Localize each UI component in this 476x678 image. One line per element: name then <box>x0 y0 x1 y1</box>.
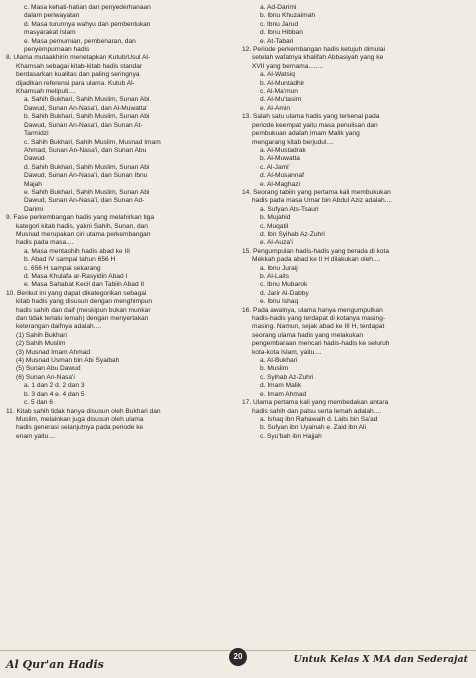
text-line: e. Sahih Bukhari, Sahih Muslim, Sunan Abi <box>24 188 150 196</box>
text-line: e. Al-Amin <box>260 104 291 112</box>
text-line: c. 5 dan 6 <box>24 399 53 407</box>
text-line: Khamsah sebagai kitab-kitab hadis standar <box>16 62 143 70</box>
text-line: d. Masa Khulafa ar-Rasyidin Abad I <box>24 273 128 280</box>
text-line: a. Ibnu Juraij <box>260 264 298 272</box>
text-line: 12. Periode perkembangan hadis ketujuh dimulai <box>242 46 385 54</box>
page-number: 20 <box>229 648 247 666</box>
text-line: c. Masa kehati-hatian dan penyederhanaan <box>24 4 151 11</box>
text-line: 16. Pada awalnya, ulama hanya mengumpulkan <box>242 306 383 314</box>
text-line: hadis pada masa.... <box>16 239 74 247</box>
text-line: (6) Sunan An-Nasa'i <box>16 373 75 381</box>
text-line: c. Muqatil <box>260 222 289 230</box>
text-line: c. Syihab Az-Zuhri <box>260 373 314 381</box>
text-line: Musnad merupakan ciri utama perkembangan <box>16 230 151 238</box>
text-line: e. Masa Sahabat Kecil dan Tabiin Abad II <box>24 281 145 289</box>
text-line: kota-kota Islam, yaitu.... <box>252 348 322 356</box>
text-line: hadis pada masa Umar bin Abdul Aziz adalah.... <box>252 197 393 205</box>
text-line: b. Sahih Bukhari, Sahih Muslim, Sunan Abi <box>24 113 150 121</box>
text-line: Darimi <box>24 205 44 213</box>
text-line: c. 656 H sampai sekarang <box>24 264 101 272</box>
text-line: dijadikan referensi para ulama. Kutub Al- <box>16 79 135 87</box>
text-line: hadis sahih dan daif (meskipun bukan munkar <box>16 306 151 314</box>
text-line: d. Masa turunnya wahyu dan pembentukan <box>24 20 151 28</box>
text-line: d. Sahih Bukhari, Sahih Muslim, Sunan Abi <box>24 163 150 171</box>
text-line: Dawud, Sunan An-Nasa'i, dan Sunan Ad- <box>24 197 145 205</box>
text-line: Dawud <box>24 155 45 163</box>
text-line: a. 1 dan 2 d. 2 dan 3 <box>24 382 85 390</box>
text-line: Tarmidzi <box>24 130 49 138</box>
text-line: e. At-Tabari <box>260 37 294 45</box>
right-column <box>242 4 472 441</box>
text-line: keterangan daifnya adalah.... <box>16 323 102 331</box>
text-line: masing. Namun, sejak abad ke III H, terdapat <box>252 323 385 331</box>
text-line: a. Masa mentashih hadis abad ke III <box>24 247 130 255</box>
text-line: (2) Sahih Muslim <box>16 340 66 348</box>
text-line: 10. Berikut ini yang dapat dikategorikan sebagai <box>6 289 147 297</box>
text-line: mengarang kitab berjudul.... <box>252 138 334 146</box>
text-line: b. 3 dan 4 e. 4 dan 5 <box>24 390 85 398</box>
text-line: 13. Salah satu ulama hadis yang terkenal pada <box>242 113 380 121</box>
text-line: d. Jarir Al-Dabby <box>260 289 309 297</box>
page-footer <box>0 648 476 678</box>
text-line: a. Sufyan Ats-Tsauri <box>260 205 319 213</box>
text-line: e. Al-Maghazi <box>260 180 300 188</box>
text-line: enam yaitu.... <box>16 432 56 440</box>
text-line: (1) Sahih Bukhari <box>16 331 67 339</box>
left-column <box>6 4 234 441</box>
text-line: d. Ibn Syihab Az-Zuhri <box>260 230 325 238</box>
text-line: Dawud, Sunan An-Nasa'i, dan Sunan At- <box>24 121 143 129</box>
text-line: 14. Seorang tabiin yang pertama kali membukukan <box>242 188 391 196</box>
text-line: Mekkah pada abad ke II H dilakukan oleh.... <box>252 256 381 264</box>
text-line: e. Imam Ahmad <box>260 390 307 398</box>
class-label: Untuk Kelas X MA dan Sederajat <box>293 654 468 665</box>
text-line: b. Al-Muntadhir <box>260 79 305 87</box>
text-line: periode keempat yaitu masa penulisan dan <box>252 121 378 129</box>
text-line: berdasarkan kualitas dan paling seringnya <box>16 71 140 79</box>
text-line: a. Ad-Darimi <box>260 4 297 11</box>
text-line: Dawud, Sunan An-Nasa'i, dan Sunan Ibnu <box>24 172 148 180</box>
text-line: b. Muslim <box>260 365 289 373</box>
text-line: seorang ulama hadis yang melakukan <box>252 331 364 339</box>
text-line: b. Mujahid <box>260 214 291 222</box>
text-line: b. Abad IV sampai tahun 656 H <box>24 256 116 264</box>
text-line: c. Al-Ma'mun <box>260 88 298 96</box>
text-line: d. Al-Mu'tasim <box>260 96 302 104</box>
text-line: Muslim, melainkan juga disusun oleh ulama <box>16 415 144 423</box>
text-line: 9. Fase perkembangan hadis yang melahirkan tiga <box>6 214 155 222</box>
text-line: b. Ibnu Khuzaimah <box>260 12 315 20</box>
text-line: Ahmad, Sunan An-Nasa'i, dan Sunan Abu <box>24 146 147 154</box>
text-line: penyempurnaan hadis <box>24 46 90 54</box>
text-line: b. Al-Laits <box>260 273 289 280</box>
text-line: a. Sahih Bukhari, Sahih Muslim, Sunan Abi <box>24 96 150 104</box>
text-line: b. Sufyan ibn Uyainah e. Zaid ibn Ali <box>260 424 366 432</box>
text-line: dalam periwayatan <box>24 12 80 20</box>
text-line: d. Ibnu Hibban <box>260 29 303 37</box>
text-line: a. Ishaq ibn Rahawaih d. Laits bin Sa'ad <box>260 415 378 423</box>
text-line: setelah wafatnya khalifah Abbasiyah yang ke <box>252 54 384 62</box>
text-line: XVII yang bernama........ <box>252 62 324 70</box>
text-line: e. Al-Auza'i <box>260 239 293 247</box>
text-line: 17. Ulama pertama kali yang membedakan antara <box>242 399 389 407</box>
text-line: 11. Kitab sahih tidak hanya disusun oleh Bukhari dan <box>6 407 161 415</box>
text-line: a. Al-Mustadrak <box>260 146 306 154</box>
book-title: Al Qur'an Hadis <box>6 658 104 671</box>
text-line: c. Ibnu Mubarok <box>260 281 308 289</box>
text-line: a. Al-Bukhari <box>260 357 298 365</box>
text-line: dan tidak terlalu lemah) dengan menyertakan <box>16 315 149 323</box>
text-line: b. Al-Muwatta <box>260 155 300 163</box>
text-line: c. Syu'bah ibn Hajjah <box>260 432 322 440</box>
text-line: hadis-hadis yang terdapat di kotanya masing- <box>252 315 386 323</box>
text-line: (4) Musnad Usman bin Abi Syaibah <box>16 357 120 365</box>
text-line: masyarakat Islam <box>24 29 76 37</box>
text-line: hadis generasi selanjutnya pada periode ke <box>16 424 144 432</box>
text-line: a. Al-Watsiq <box>260 71 295 79</box>
text-line: pembukuan adalah Imam Malik yang <box>252 130 360 138</box>
text-line: 8. Ulama mutaakhirin menetapkan Kutub/Usul Al- <box>6 54 151 62</box>
text-line: hadis sahih dan palsu serta lemah adalah.... <box>252 407 382 415</box>
text-line: 15. Pengumpulan hadis-hadis yang berada di kota <box>242 247 389 255</box>
text-line: d. Imam Malik <box>260 382 302 390</box>
text-line: c. Al-Jami' <box>260 163 290 171</box>
text-line: c. Sahih Bukhari, Sahih Muslim, Musnad Imam <box>24 138 161 146</box>
text-line: pengembaraan mencari hadis-hadis ke seluruh <box>252 340 390 348</box>
text-line: e. Ibnu Ishaq <box>260 298 299 306</box>
text-line: Majah <box>24 180 42 188</box>
text-line: e. Masa pemurnian, pembenaran, dan <box>24 37 136 45</box>
text-line: d. Al-Musannaf <box>260 172 304 180</box>
text-line: (3) Musnad Imam Ahmad <box>16 348 91 356</box>
text-line: (5) Sunan Abu Dawud <box>16 365 81 373</box>
text-line: kitab hadis yang disusun dengan menghimpun <box>16 298 152 306</box>
text-line: Dawud, Sunan An-Nasa'i, dan Al-Muwatta' <box>24 104 148 112</box>
text-line: c. Ibnu Jarud <box>260 20 299 28</box>
text-line: kategori kitab hadis, yakni Sahih, Sunan, dan <box>16 222 148 230</box>
text-line: Khamsah meliputi.... <box>16 88 76 96</box>
